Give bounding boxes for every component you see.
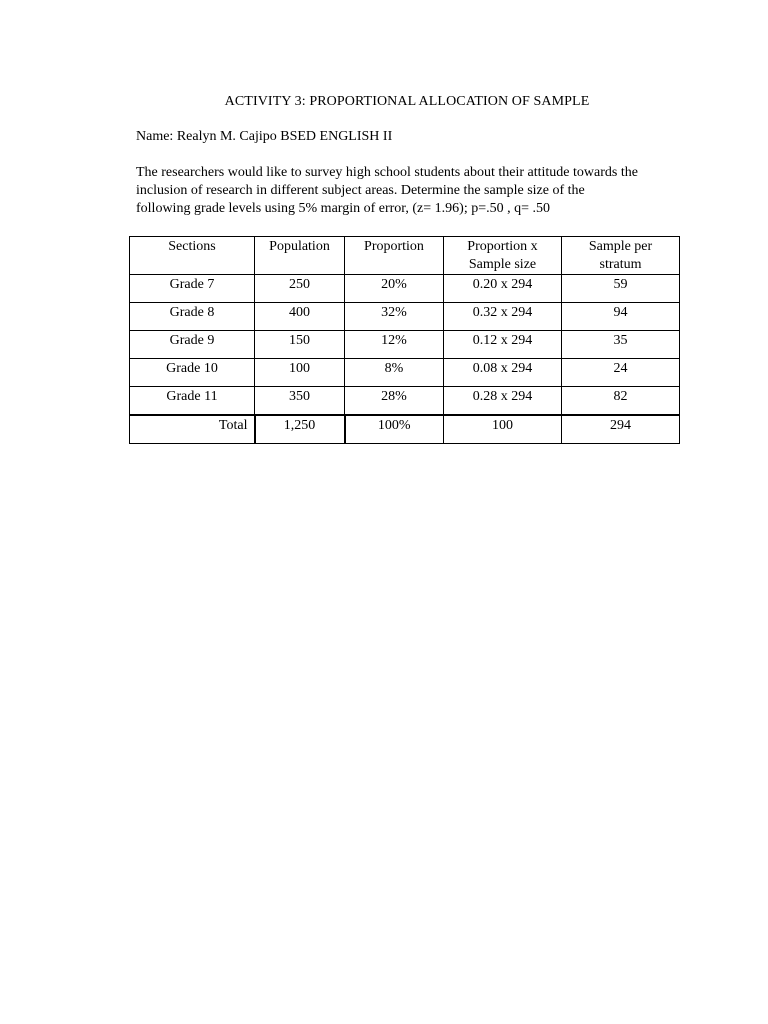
cell-proportion: 8% xyxy=(345,359,444,387)
cell-population: 100 xyxy=(255,359,345,387)
total-sample: 294 xyxy=(562,415,680,444)
cell-section: Grade 8 xyxy=(130,303,255,331)
table-row xyxy=(130,275,680,303)
document-title: ACTIVITY 3: PROPORTIONAL ALLOCATION OF SAMPLE xyxy=(224,94,590,109)
cell-proportion: 28% xyxy=(345,387,444,416)
cell-computation: 0.28 x 294 xyxy=(444,387,562,416)
cell-proportion: 32% xyxy=(345,303,444,331)
problem-statement-line: The researchers would like to survey high school students about their attitude towards the xyxy=(136,165,638,180)
table-total-row xyxy=(130,415,680,444)
cell-sample: 59 xyxy=(562,275,680,303)
total-label: Total xyxy=(130,415,255,444)
total-computation: 100 xyxy=(444,415,562,444)
problem-statement-line: following grade levels using 5% margin of error, (z= 1.96); p=.50 , q= .50 xyxy=(136,201,551,216)
cell-computation: 0.08 x 294 xyxy=(444,359,562,387)
table-row xyxy=(130,359,680,387)
cell-computation: 0.12 x 294 xyxy=(444,331,562,359)
header-population: Population xyxy=(255,237,345,275)
table-header-row xyxy=(130,237,680,275)
cell-sample: 24 xyxy=(562,359,680,387)
student-name-line: Name: Realyn M. Cajipo BSED ENGLISH II xyxy=(136,129,393,144)
problem-statement-line: inclusion of research in different subject areas. Determine the sample size of the xyxy=(136,183,585,198)
problem-statement xyxy=(136,164,696,218)
cell-sample: 94 xyxy=(562,303,680,331)
cell-population: 400 xyxy=(255,303,345,331)
table-row xyxy=(130,331,680,359)
header-sections: Sections xyxy=(130,237,255,275)
cell-section: Grade 7 xyxy=(130,275,255,303)
total-proportion: 100% xyxy=(345,415,444,444)
total-population: 1,250 xyxy=(255,415,345,444)
cell-computation: 0.32 x 294 xyxy=(444,303,562,331)
cell-population: 350 xyxy=(255,387,345,416)
header-proportion-x-sample-size: Proportion x Sample size xyxy=(444,237,562,275)
table-row xyxy=(130,387,680,416)
cell-population: 150 xyxy=(255,331,345,359)
cell-section: Grade 10 xyxy=(130,359,255,387)
cell-section: Grade 9 xyxy=(130,331,255,359)
header-proportion: Proportion xyxy=(345,237,444,275)
cell-proportion: 20% xyxy=(345,275,444,303)
cell-proportion: 12% xyxy=(345,331,444,359)
cell-population: 250 xyxy=(255,275,345,303)
cell-sample: 82 xyxy=(562,387,680,416)
header-sample-per-stratum: Sample per stratum xyxy=(562,237,680,275)
cell-computation: 0.20 x 294 xyxy=(444,275,562,303)
table-row xyxy=(130,303,680,331)
cell-sample: 35 xyxy=(562,331,680,359)
allocation-table xyxy=(129,236,680,444)
cell-section: Grade 11 xyxy=(130,387,255,416)
